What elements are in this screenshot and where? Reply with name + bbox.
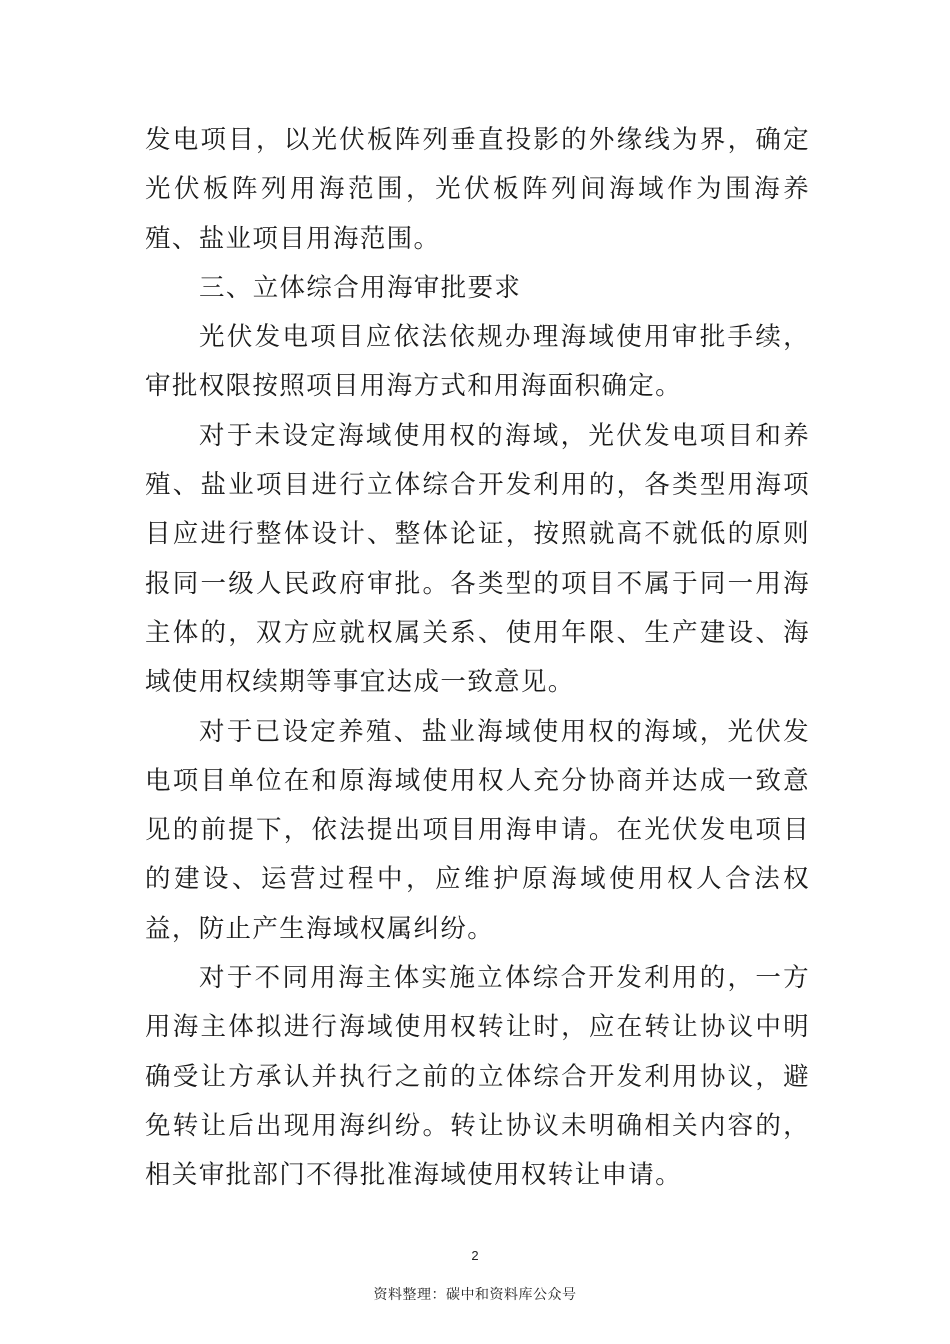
page-number: 2 <box>471 1248 479 1263</box>
section-heading: 三、立体综合用海审批要求 <box>199 272 522 303</box>
document-body <box>145 116 810 1201</box>
paragraph-unassigned-sea-areas: 对于未设定海域使用权的海域，光伏发电项目和养殖、盐业项目进行立体综合开发利用的，各类型用海项目应进行整体设计、整体论证，按照就高不就低的原则报同一级人民政府审批。各类型的项目不属于同一用海主体的，双方应就权属关系、使用年限、生产建设、海域使用权续期等事宜达成一致意见。 <box>145 420 810 698</box>
paragraph-transfer-of-rights: 对于不同用海主体实施立体综合开发利用的，一方用海主体拟进行海域使用权转让时，应在转让协议中明确受让方承认并执行之前的立体综合开发利用协议，避免转让后出现用海纠纷。转让协议未明确相关内容的，相关审批部门不得批准海域使用权转让申请。 <box>145 963 810 1191</box>
paragraph-approval-procedures: 光伏发电项目应依法依规办理海域使用审批手续，审批权限按照项目用海方式和用海面积确定。 <box>145 322 810 402</box>
paragraph-assigned-sea-areas: 对于已设定养殖、盐业海域使用权的海域，光伏发电项目单位在和原海域使用权人充分协商并达成一致意见的前提下，依法提出项目用海申请。在光伏发电项目的建设、运营过程中，应维护原海域使用权人合法权益，防止产生海域权属纠纷。 <box>145 716 810 944</box>
footer-source-note: 资料整理：碳中和资料库公众号 <box>373 1287 577 1303</box>
paragraph-continuation: 发电项目，以光伏板阵列垂直投影的外缘线为界，确定光伏板阵列用海范围，光伏板阵列间海域作为围海养殖、盐业项目用海范围。 <box>145 125 810 254</box>
